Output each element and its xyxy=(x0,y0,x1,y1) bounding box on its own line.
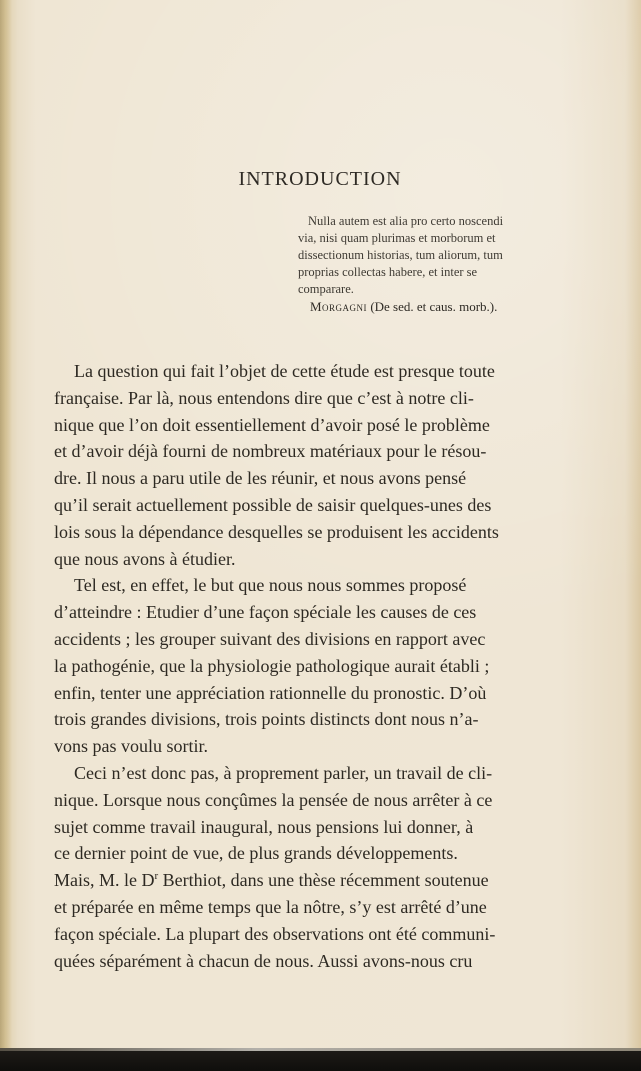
text-line: vons pas voulu sortir. xyxy=(54,736,209,757)
chapter-heading: INTRODUCTION xyxy=(238,168,402,190)
text-line: dre. Il nous a paru utile de les réunir, et nous avons pensé xyxy=(54,468,467,489)
text-line: trois grandes divisions, trois points distincts dont nous n’a- xyxy=(54,709,479,730)
paragraph-1 xyxy=(54,358,614,572)
text-line: nique que l’on doit essentiellement d’avoir posé le problème xyxy=(54,414,490,435)
epigraph-line: comparare. xyxy=(298,282,354,296)
epigraph-source: (De sed. et caus. morb.). xyxy=(370,299,498,314)
text-line: la pathogénie, que la physiologie pathologique aurait établi ; xyxy=(54,655,490,676)
text-line-with-superscript xyxy=(54,867,614,894)
text-line: française. Par là, nous entendons dire que c’est à notre cli- xyxy=(54,387,474,408)
epigraph-line: Nulla autem est alia pro certo noscendi xyxy=(308,214,504,228)
page-spine-shadow xyxy=(0,0,12,1071)
text-line: lois sous la dépendance desquelles se produisent les accidents xyxy=(54,521,499,542)
text-fragment: Mais, M. le D xyxy=(54,870,155,891)
text-line: que nous avons à étudier. xyxy=(54,548,236,569)
text-line: et préparée en même temps que la nôtre, s’y est arrêté d’une xyxy=(54,896,487,917)
text-line: d’atteindre : Etudier d’une façon spéciale les causes de ces xyxy=(54,602,477,623)
epigraph-line: dissectionum historias, tum aliorum, tum xyxy=(298,248,503,262)
text-line: sujet comme travail inaugural, nous pensions lui donner, à xyxy=(54,816,474,837)
text-fragment: Berthiot, dans une thèse récemment soutenue xyxy=(158,870,489,891)
epigraph xyxy=(298,213,616,298)
text-line: ce dernier point de vue, de plus grands développements. xyxy=(54,843,458,864)
body-text xyxy=(54,358,614,974)
text-line: accidents ; les grouper suivant des divisions en rapport avec xyxy=(54,628,486,649)
text-line: La question qui fait l’objet de cette étude est presque toute xyxy=(74,361,495,381)
paragraph-2 xyxy=(54,572,614,760)
text-line: qu’il serait actuellement possible de saisir quelques-unes des xyxy=(54,494,492,515)
text-line: enfin, tenter une appréciation rationnelle du pronostic. D’où xyxy=(54,682,487,703)
epigraph-line: proprias collectas habere, et inter se xyxy=(298,265,478,279)
epigraph-author: Morgagni xyxy=(310,299,368,314)
epigraph-attribution xyxy=(310,299,630,315)
text-line: et d’avoir déjà fourni de nombreux matériaux pour le résou- xyxy=(54,441,487,462)
text-line: Tel est, en effet, le but que nous nous sommes proposé xyxy=(74,575,467,596)
scan-bottom-edge xyxy=(0,1048,641,1071)
text-line: façon spéciale. La plupart des observations ont été communi- xyxy=(54,923,496,944)
paragraph-3 xyxy=(54,760,614,974)
text-line: nique. Lorsque nous conçûmes la pensée de nous arrêter à ce xyxy=(54,789,493,810)
epigraph-line: via, nisi quam plurimas et morborum et xyxy=(298,231,496,245)
text-line: quées séparément à chacun de nous. Aussi avons-nous cru xyxy=(54,950,473,971)
text-line: Ceci n’est donc pas, à proprement parler, un travail de cli- xyxy=(74,762,493,783)
superscript: r xyxy=(154,870,159,883)
